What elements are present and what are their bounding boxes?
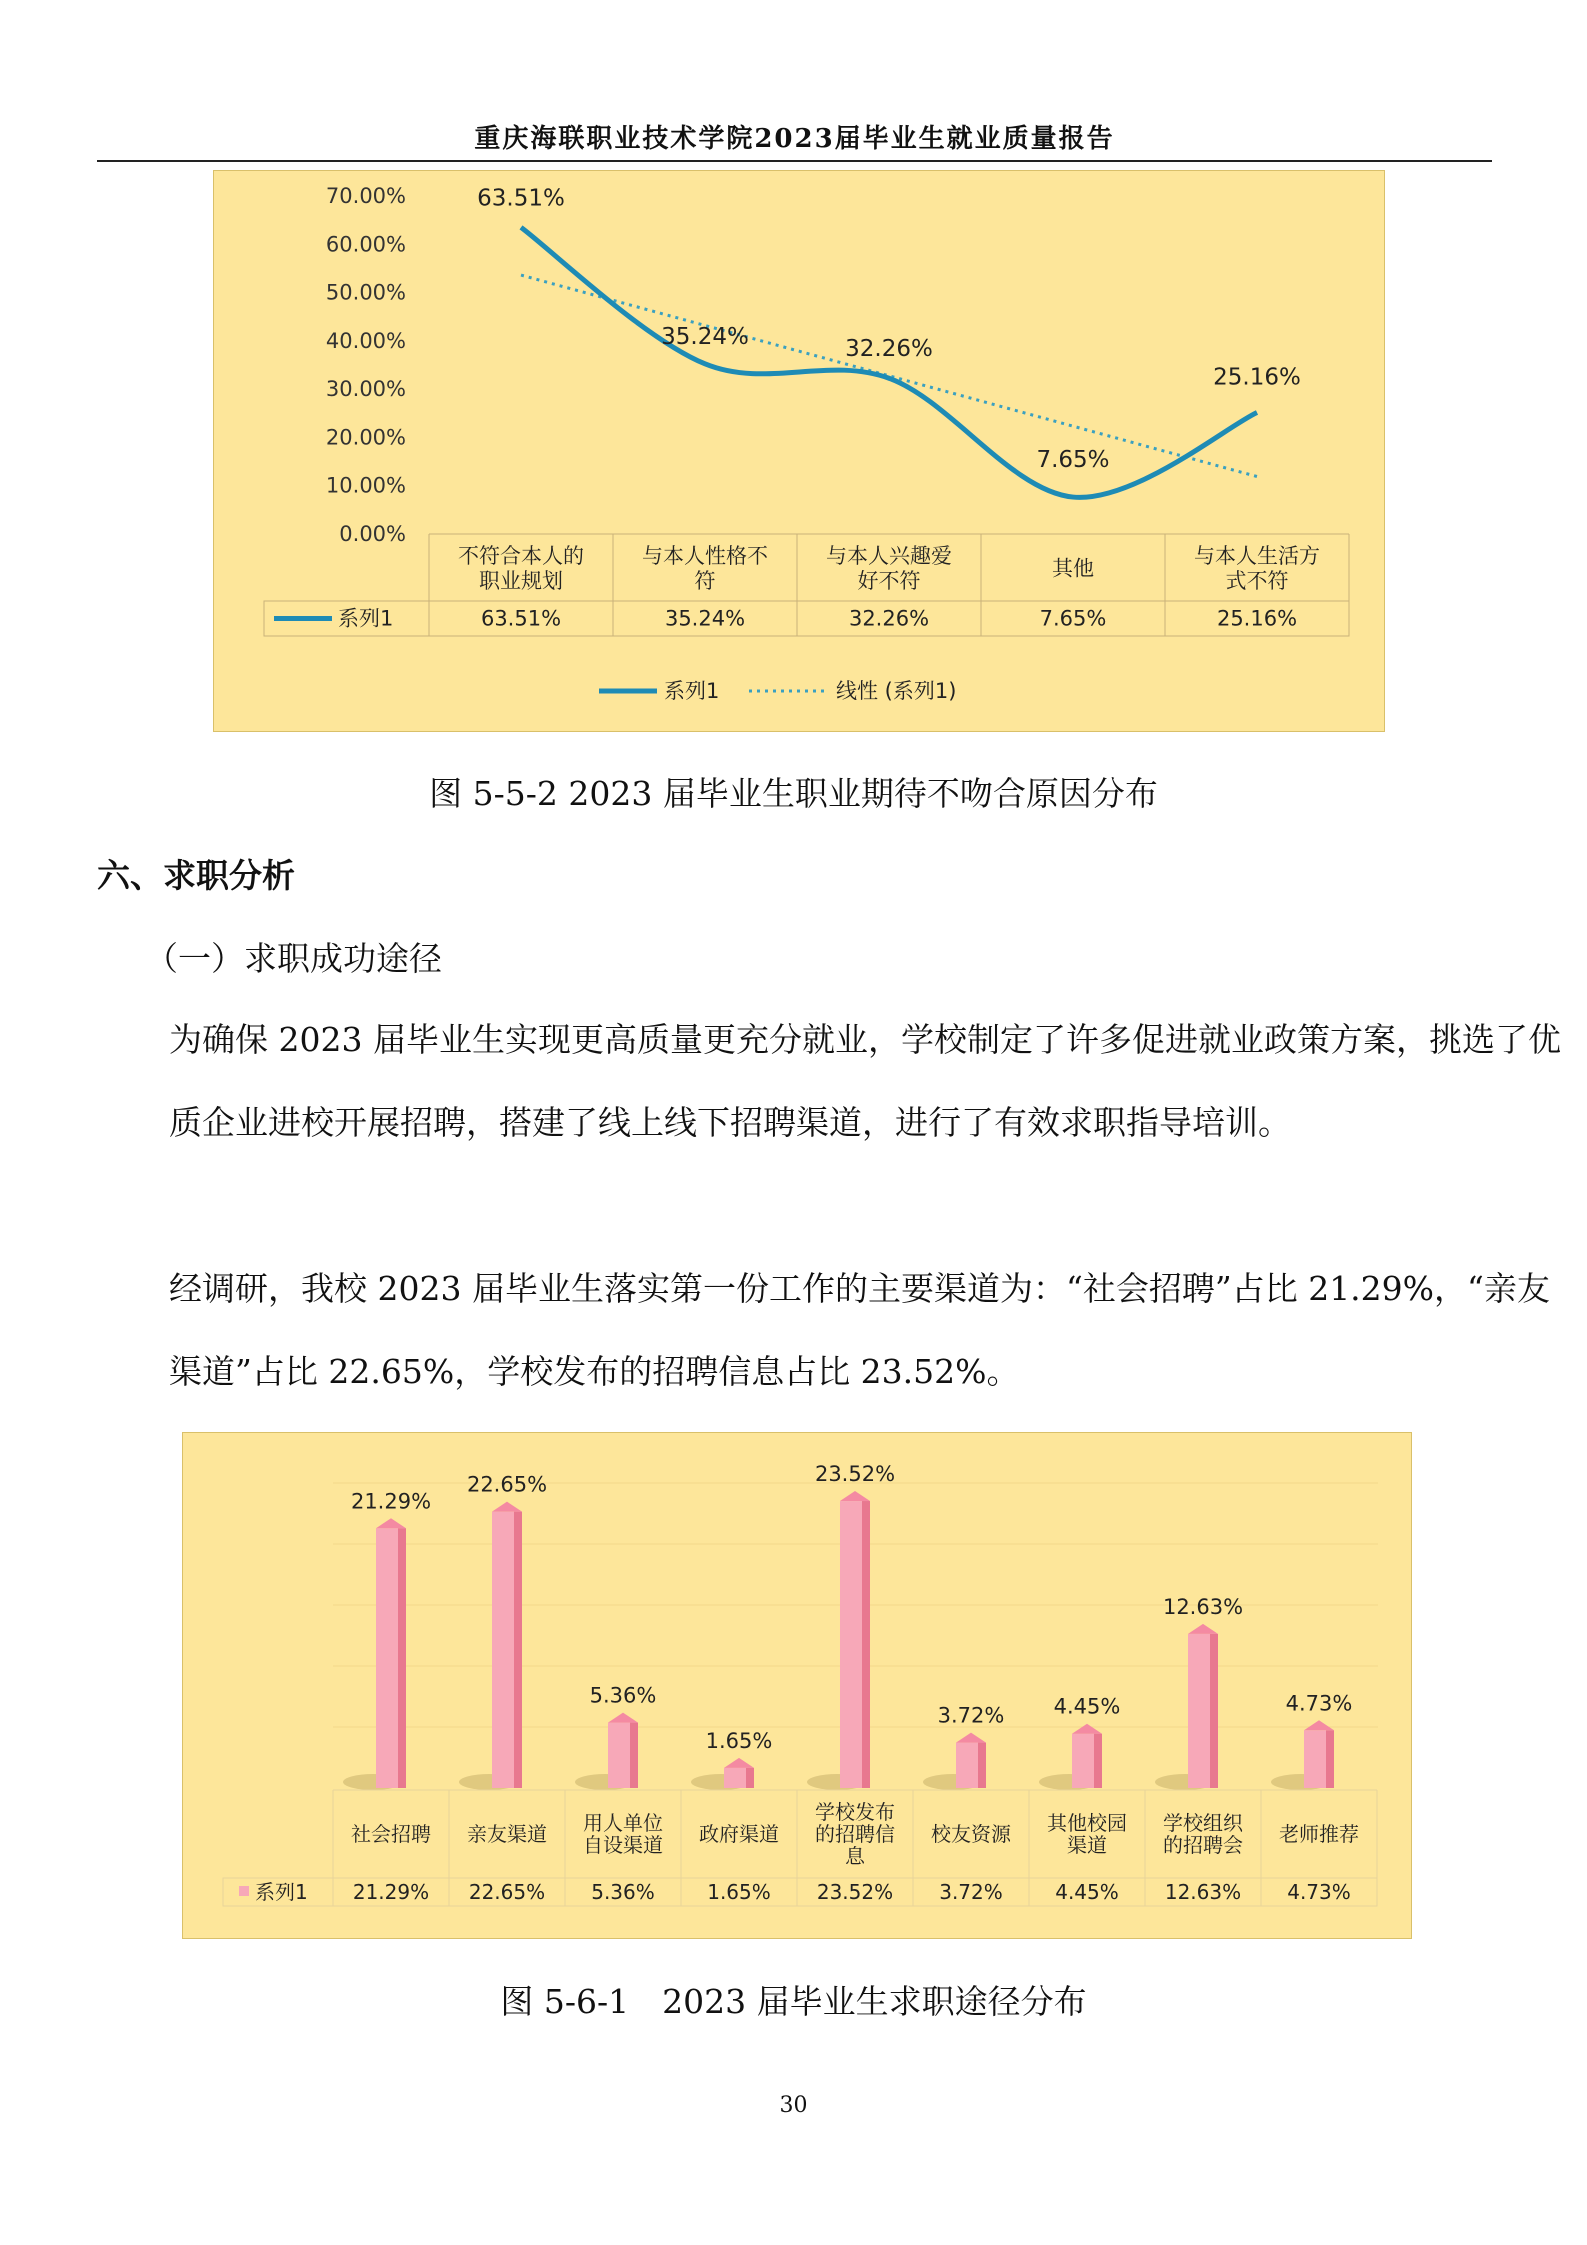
x-category-label: 与本人性格不符	[642, 544, 768, 593]
data-label: 22.65%	[466, 1472, 548, 1497]
bar-side	[1094, 1734, 1102, 1788]
bar-top	[1304, 1720, 1334, 1730]
x-category-label: 用人单位自设渠道	[583, 1811, 663, 1857]
bar-side	[1210, 1634, 1218, 1788]
bar-top	[956, 1733, 986, 1743]
data-table-value: 4.45%	[1055, 1880, 1119, 1904]
paragraph-1: 为确保 2023 届毕业生实现更高质量更充分就业，学校制定了许多促进就业政策方案，挑选了优质企业进校开展招聘，搭建了线上线下招聘渠道，进行了有效求职指导培训。	[169, 1020, 1561, 1142]
data-table-value: 7.65%	[1039, 606, 1107, 631]
bar-side	[514, 1512, 522, 1788]
data-table-value: 4.73%	[1287, 1880, 1351, 1904]
x-category-label: 校友资源	[931, 1822, 1011, 1846]
y-tick-label: 30.00%	[325, 377, 406, 402]
data-label: 3.72%	[937, 1703, 1005, 1728]
bar-top	[1072, 1724, 1102, 1734]
y-tick-label: 70.00%	[325, 184, 406, 208]
y-tick-label: 0.00%	[339, 522, 406, 546]
bar-top	[376, 1518, 406, 1528]
x-category-label: 不符合本人的职业规划	[458, 544, 584, 593]
paragraph-2: 经调研，我校 2023 届毕业生落实第一份工作的主要渠道为：“社会招聘”占比 21.29%，“亲友渠道”占比 22.65%，学校发布的招聘信息占比 23.52%。	[169, 1269, 1550, 1391]
data-table-value: 23.52%	[816, 1880, 894, 1904]
data-table-value: 5.36%	[591, 1880, 655, 1904]
bar-side	[978, 1743, 986, 1788]
data-table-value: 32.26%	[848, 606, 930, 631]
series-line	[521, 227, 1257, 497]
page-header: 重庆海联职业技术学院2023届毕业生就业质量报告	[474, 124, 1115, 154]
bar-side	[630, 1723, 638, 1788]
bar-side	[398, 1528, 406, 1788]
data-table-value: 12.63%	[1164, 1880, 1242, 1904]
line-chart	[213, 170, 1385, 732]
data-label: 25.16%	[1213, 364, 1301, 391]
data-table-legend-key	[239, 1886, 249, 1896]
section-subheading: （一）求职成功途径	[145, 939, 442, 978]
bar-side	[862, 1501, 870, 1788]
x-category-label: 老师推荐	[1279, 1822, 1359, 1846]
data-label: 7.65%	[1036, 447, 1110, 474]
bar-top	[724, 1758, 754, 1768]
x-category-label: 亲友渠道	[467, 1822, 547, 1846]
bar-top	[1188, 1624, 1218, 1634]
bar-chart	[182, 1432, 1412, 1939]
page-number: 30	[779, 2093, 808, 2118]
y-tick-label: 50.00%	[325, 280, 406, 305]
data-label: 32.26%	[845, 336, 933, 363]
data-label: 23.52%	[814, 1462, 896, 1487]
data-table-series-name: 系列1	[338, 606, 394, 631]
bar-chart-svg	[183, 1433, 1411, 1938]
data-table-series-name: 系列1	[255, 1880, 308, 1904]
data-label: 1.65%	[705, 1728, 773, 1753]
y-tick-label: 40.00%	[325, 328, 406, 353]
data-table-border	[264, 601, 1349, 636]
bar-top	[840, 1491, 870, 1501]
section-heading: 六、求职分析	[97, 856, 295, 895]
y-tick-label: 10.00%	[325, 473, 406, 498]
x-category-label: 与本人生活方式不符	[1194, 544, 1320, 593]
header-rule	[97, 160, 1492, 162]
legend-trend-label: 线性 (系列1)	[836, 679, 957, 703]
line-chart-svg	[214, 171, 1384, 731]
x-category-label: 其他校园渠道	[1047, 1811, 1127, 1857]
bar-top	[492, 1502, 522, 1512]
data-label: 21.29%	[350, 1489, 432, 1514]
y-tick-label: 60.00%	[325, 232, 406, 257]
data-label: 63.51%	[477, 185, 565, 212]
x-category-label: 社会招聘	[351, 1822, 431, 1846]
data-table-value: 1.65%	[707, 1880, 771, 1904]
legend-series-label: 系列1	[664, 679, 720, 703]
data-label: 4.73%	[1285, 1691, 1353, 1716]
y-tick-label: 20.00%	[325, 425, 406, 450]
data-label: 4.45%	[1053, 1694, 1121, 1719]
bar-top	[608, 1713, 638, 1723]
data-table-value: 22.65%	[468, 1880, 546, 1904]
data-table-value: 63.51%	[480, 606, 562, 631]
data-label: 35.24%	[661, 323, 749, 350]
x-category-label: 学校组织的招聘会	[1163, 1811, 1243, 1857]
x-category-label: 政府渠道	[699, 1822, 779, 1846]
data-table-value: 21.29%	[352, 1880, 430, 1904]
data-label: 12.63%	[1162, 1594, 1244, 1619]
bar-side	[1326, 1730, 1334, 1788]
data-table-value: 35.24%	[664, 606, 746, 631]
data-table-value: 3.72%	[939, 1880, 1003, 1904]
data-table-value: 25.16%	[1216, 606, 1298, 631]
figure2-caption: 图 5-6-1 2023 届毕业生求职途径分布	[500, 1982, 1087, 2021]
x-category-label: 与本人兴趣爱好不符	[826, 544, 952, 593]
data-label: 5.36%	[589, 1683, 657, 1708]
bar-side	[746, 1768, 754, 1788]
x-category-label: 其他	[1052, 556, 1094, 581]
x-category-label: 学校发布的招聘信息	[815, 1800, 895, 1868]
figure1-caption: 图 5-5-2 2023 届毕业生职业期待不吻合原因分布	[429, 774, 1158, 813]
